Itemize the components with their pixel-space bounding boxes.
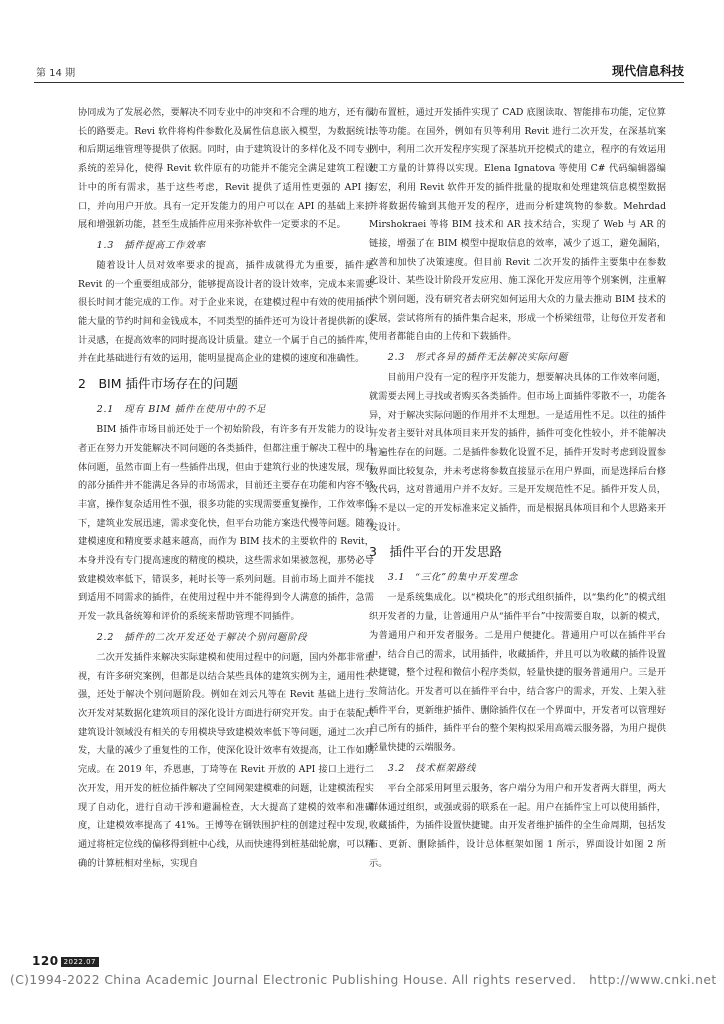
paragraph: BIM 插件市场目前还处于一个初始阶段，有许多有开发能力的设计者正在努力开发能解决不同问题的各类插件，但都注重于解决工程中的具体问题，虽然市面上有一些插件出现，但由于建筑行业的快速发展，现有的部分插件并不能满足各异的市场需求，目前还主要存在功能和内容不够丰富，操作复杂适用性不强，很多功能的实现需要重复操作，工作效率低下，建筑业发展迅速，需求变化快，但平台功能方案迭代慢等问题。随着建模速度和精度要求越来越高，而作为 BIM 技术的主要软件的 Revit，本身并没有专门提高速度的精度的模块，这些需求如果被忽视，那势必导致建模效率低下，错误多，耗时长等一系列问题。目前市场上面并不能找到适用不同需求的插件，在使用过程中并不能得到令人满意的插件，急需开发一款具备统筹和评价的系统来帮助管理不同插件。 <box>78 424 374 623</box>
paragraph: 一是系统集成化。以“模块化”的形式组织插件，以“集约化”的模式组织开发者的力量，让普通用户从“插件平台”中按需要自取，以新的模式，为普通用户和开发者服务。二是用户便捷化。普通用户可以在插件平台中，结合自己的需求，试用插件，收藏插件，并且可以为收藏的插件设置快捷键，整个过程和微信小程序类似，轻量快捷的服务普通用户。三是开发简洁化。开发者可以在插件平台中，结合客户的需求，开发、上架入驻插件平台，更新维护插件、删除插件仅在一个界面中，开发者可以管理好自己所有的插件，插件平台的整个架构拟采用高端云服务器，为用户提供轻量快捷的云端服务。 <box>369 592 666 754</box>
copyright-watermark: (C)1994-2022 China Academic Journal Electronic Publishing House. All rights reserved. http://www.cnki.net <box>10 973 717 987</box>
section-heading-3-1: 3.1 “三化”的集中开发理念 <box>387 572 519 584</box>
section-heading-2-3: 2.3 形式各异的插件无法解决实际问题 <box>387 352 568 364</box>
paragraph: 平台全部采用阿里云服务，客户端分为用户和开发者两大群里，两大群体通过组织，或强或弱的联系在一起。用户在插件宝上可以使用插件，收藏插件，为插件设置快捷键。由开发者维护插件的全生命周期，包括发布、更新、删除插件，设计总体框架如图 1 所示，界面设计如图 2 所示。 <box>369 782 666 869</box>
journal-title: 现代信息科技 <box>611 64 684 78</box>
section-heading-1-3: 1.3 插件提高工作效率 <box>96 239 206 251</box>
issue-date-badge: 2022.07 <box>61 957 99 967</box>
section-heading-2-2: 2.2 插件的二次开发还处于解决个别问题阶段 <box>96 631 308 643</box>
page-footer <box>32 954 99 968</box>
section-heading-3-2: 3.2 技术框架路线 <box>387 762 477 774</box>
section-heading-2: 2 BIM 插件市场存在的问题 <box>78 376 238 392</box>
page-header <box>34 62 684 83</box>
page-number: 120 <box>32 954 59 968</box>
section-heading-2-1: 2.1 现有 BIM 插件在使用中的不足 <box>96 404 267 416</box>
paragraph: 协同成为了发展必然，要解决不同专业中的冲突和不合理的地方，还有很长的路要走。Revi 软件将构件参数化及属性信息嵌入模型，为数据统计和后期运维管理等提供了依据。同时，由于建筑设计的多样化及不同专业系统的差异化，使得 Revit 软件原有的功能并不能完全满足建筑工程设计中的所有需求，基于这些考虑，Revit 提供了适用性更强的 API 接口，并向用户开放。具有一定开发能力的用户可以在 API 的基础上来扩展和增强新功能，甚至生成插件应用来弥补软件一定要求的不足。 <box>78 107 374 231</box>
paragraph: 动布置桩，通过开发插件实现了 CAD 底图读取、智能排布功能，定位算法等功能。在国外，例如有贝等利用 Revit 进行二次开发，在深基坑案例中，利用二次开发程序实现了深基坑开挖模式的建立，程序的有效运用使工方量的计算得以实现。Elena Ignatova 等使用 C# 代码编辑器编写宏，利用 Revit 软件开发的插件批量的提取和处理建筑信息模型数据并将数据传输到其他开发的程序，进而分析建筑物的参数。Mehrdad Mirshokraei 等将 BIM 技术和 AR 技术结合，实现了 Web 与 AR 的链接，增强了在 BIM 模型中提取信息的效率，减少了返工，避免漏陷，改善和加快了决策速度。但目前 Revit 二次开发的插件主要集中在参数化设计、某些设计阶段开发应用、施工深化开发应用等个别案例，注重解决个别问题，没有研究者去研究如何运用大众的力量去推动 BIM 技术的发展，尝试将所有的插件集合起来，形成一个桥梁纽带，让每位开发者和使用者都能自由的上传和下载插件。 <box>369 107 666 343</box>
right-column <box>369 104 666 873</box>
issue-label: 第 14 期 <box>36 68 76 79</box>
paragraph: 二次开发插件来解决实际建模和使用过程中的问题，国内外都非常重视，有许多研究案例，但都是以结合某些具体的建筑实例为主，通用性不强，还处于解决个别问题阶段。例如在刘云凡等在 Revit 基础上进行二次开发对某数据化建筑项目的深化设计方面进行研究开发。由于在装配式建筑设计领域没有相关的专用模块导致建模效率低下等问题，通过二次开发，大量的减少了重复性的工作，使深化设计效率有效提高，让工作如期完成。在 2019 年，乔恩惠，丁琦等在 Revit 开放的 API 接口上进行二次开发，用开发的桩位插件解决了空间网架建模难的问题，让建模流程实现了自动化，进行自动干涉和避漏检查，大大提高了建模的效率和准确度，让建模效率提高了 41%。王博等在钢铁围护柱的创建过程中发现，通过将桩定位线的偏移得到桩中心线，从而快速得到桩基础轮廓，可以精确的计算桩相对坐标，实现自 <box>78 651 374 869</box>
left-column <box>78 104 374 873</box>
paragraph: 随着设计人员对效率要求的提高，插件成就得尤为重要，插件是 Revit 的一个重要组成部分，能够提高设计者的设计效率，完成本来需要很长时间才能完成的工作。对于企业来说，在建模过程中有效的使用插件能大量的节约时间和金钱成本，不同类型的插件还可为设计者提供新的设计灵感，在提高效率的同时提高设计质量。建立一个属于自己的插件库，并在此基础进行有效的运用，能明显提高企业的建模的速度和准确性。 <box>78 259 374 365</box>
paragraph: 目前用户没有一定的程序开发能力，想要解决具体的工作效率问题，就需要去网上寻找或者购买各类插件。但市场上面插件零散不一，功能各异，对于解决实际问题的作用并不太理想。一是适用性不足。以往的插件开发者主要针对具体项目来开发的插件，插件可变化性较小，并不能解决普遍性存在的问题。二是插件参数化设置不足，插件开发时考虑到设置参数界面比较复杂，并未考虑将参数直接显示在用户界面，而是选择后台修改代码，这对普通用户并不友好。三是开发规范性不足。插件开发人员，并不是以一定的开发标准来定义插件，而是根据具体项目和个人思路来开发设计。 <box>369 372 666 533</box>
section-heading-3: 3 插件平台的开发思路 <box>369 544 502 560</box>
